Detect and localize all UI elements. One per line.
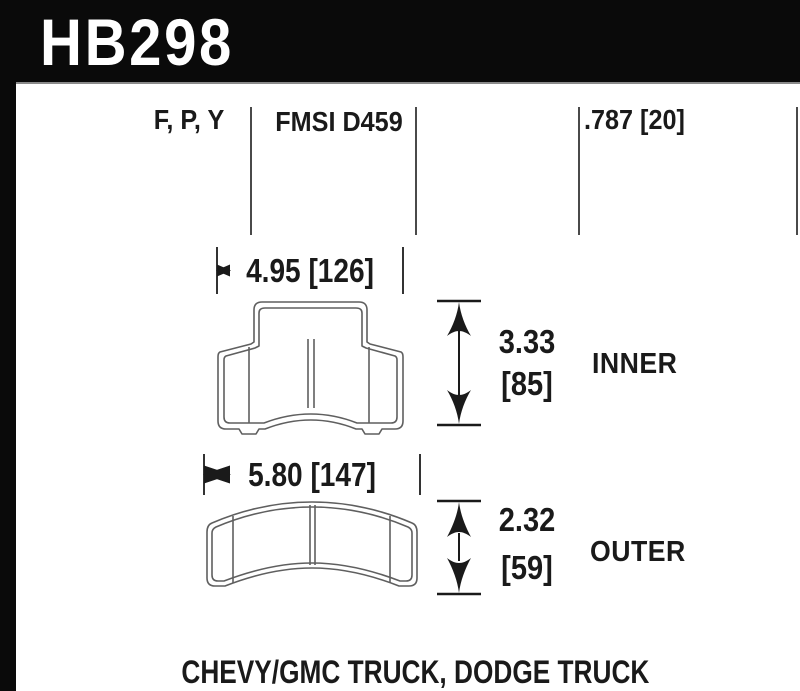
vehicle-application: CHEVY/GMC TRUCK, DODGE TRUCK [181, 654, 650, 690]
column-divider [415, 107, 417, 235]
outer-pad-label: OUTER [590, 536, 686, 568]
outer-width-dimension [203, 454, 421, 495]
column-divider [250, 107, 252, 235]
outer-width-value: 5.80 [147] [248, 455, 376, 493]
inner-width-value: 4.95 [126] [246, 251, 374, 289]
inner-pad-drawing [216, 299, 406, 435]
inner-height-inches: 3.33 [498, 323, 556, 360]
extension-line [402, 247, 404, 294]
outer-height-inches: 2.32 [498, 501, 556, 538]
inner-height-mm: [85] [501, 365, 553, 402]
outer-height-mm: [59] [501, 549, 553, 586]
column-divider [796, 107, 798, 235]
pad-thickness: .787 [20] [584, 104, 685, 135]
extension-line [419, 454, 421, 495]
fmsi-number: FMSI D459 [275, 106, 403, 137]
outer-pad-drawing [203, 499, 421, 591]
part-number: HB298 [40, 5, 234, 79]
inner-width-dimension [216, 247, 404, 294]
inner-pad-label: INNER [592, 348, 678, 380]
spec-content [16, 82, 800, 691]
column-divider [578, 107, 580, 235]
inner-height-dimension-icon [436, 298, 482, 429]
arrow-right-icon [216, 264, 231, 277]
compound-codes: F, P, Y [153, 104, 225, 135]
arrow-right-icon [203, 465, 231, 484]
outer-height-dimension-icon [436, 497, 482, 597]
